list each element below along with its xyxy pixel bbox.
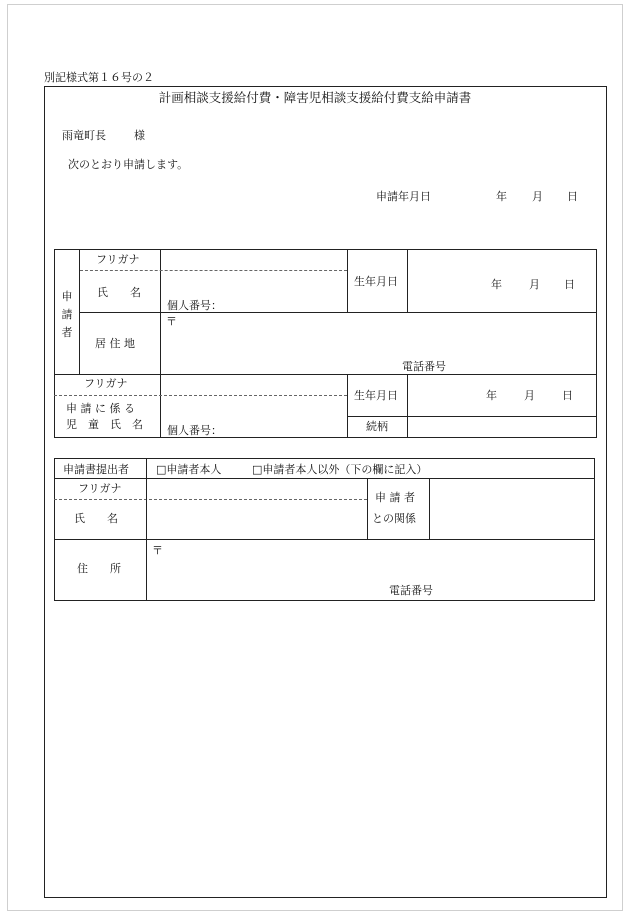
applicant-birth-year: 年	[491, 278, 502, 291]
applicant-birth-day: 日	[564, 278, 575, 291]
child-birth-day: 日	[562, 389, 573, 402]
child-mynumber-label: 個人番号：	[167, 424, 222, 437]
child-name-label-line2: 児 童 氏 名	[66, 418, 143, 431]
submitter-furigana-label: フリガナ	[78, 482, 122, 495]
submitter-option-self[interactable]: □申請者本人	[156, 463, 222, 476]
child-birthdate-label: 生年月日	[354, 389, 398, 402]
child-birth-month: 月	[524, 389, 535, 402]
submitter-address-label: 住 所	[77, 562, 121, 575]
submitter-table	[54, 458, 595, 601]
submitter-option-other[interactable]: □申請者本人以外（下の欄に記入）	[252, 463, 428, 476]
application-year: 年	[496, 190, 507, 203]
addressee-honorific: 様	[134, 129, 145, 142]
applicant-section-char-2: 請	[61, 308, 73, 321]
addressee-name: 雨竜町長	[62, 129, 106, 142]
submitter-relation-label-line2: との関係	[372, 512, 416, 525]
applicant-birth-month: 月	[529, 278, 540, 291]
application-date-label: 申請年月日	[376, 190, 431, 203]
application-day: 日	[567, 190, 578, 203]
submitter-name-label: 氏 名	[74, 512, 118, 525]
submitter-postal-mark: 〒	[152, 544, 163, 557]
applicant-section-char-1: 申	[61, 290, 73, 303]
submitter-label: 申請書提出者	[63, 463, 129, 476]
form-id: 別記様式第１６号の２	[44, 71, 154, 84]
child-relation-label: 続柄	[366, 420, 388, 433]
child-furigana-label: フリガナ	[84, 377, 128, 390]
applicant-section-char-3: 者	[61, 326, 73, 339]
applicant-address-label: 居 住 地	[95, 337, 135, 350]
intro-text: 次のとおり申請します。	[68, 158, 189, 171]
submitter-relation-label-line1: 申 請 者	[375, 491, 415, 504]
applicant-name-label: 氏 名	[97, 286, 141, 299]
form-title: 計画相談支援給付費・障害児相談支援給付費支給申請書	[158, 90, 472, 105]
applicant-furigana-label: フリガナ	[96, 253, 140, 266]
applicant-phone-label: 電話番号	[402, 360, 446, 373]
applicant-postal-mark: 〒	[166, 315, 177, 328]
application-month: 月	[532, 190, 543, 203]
child-birth-year: 年	[486, 389, 497, 402]
applicant-birthdate-label: 生年月日	[354, 275, 398, 288]
applicant-table	[54, 249, 597, 438]
applicant-mynumber-label: 個人番号：	[167, 299, 222, 312]
submitter-phone-label: 電話番号	[389, 584, 433, 597]
child-name-label-line1: 申 請 に 係 る	[66, 402, 135, 415]
